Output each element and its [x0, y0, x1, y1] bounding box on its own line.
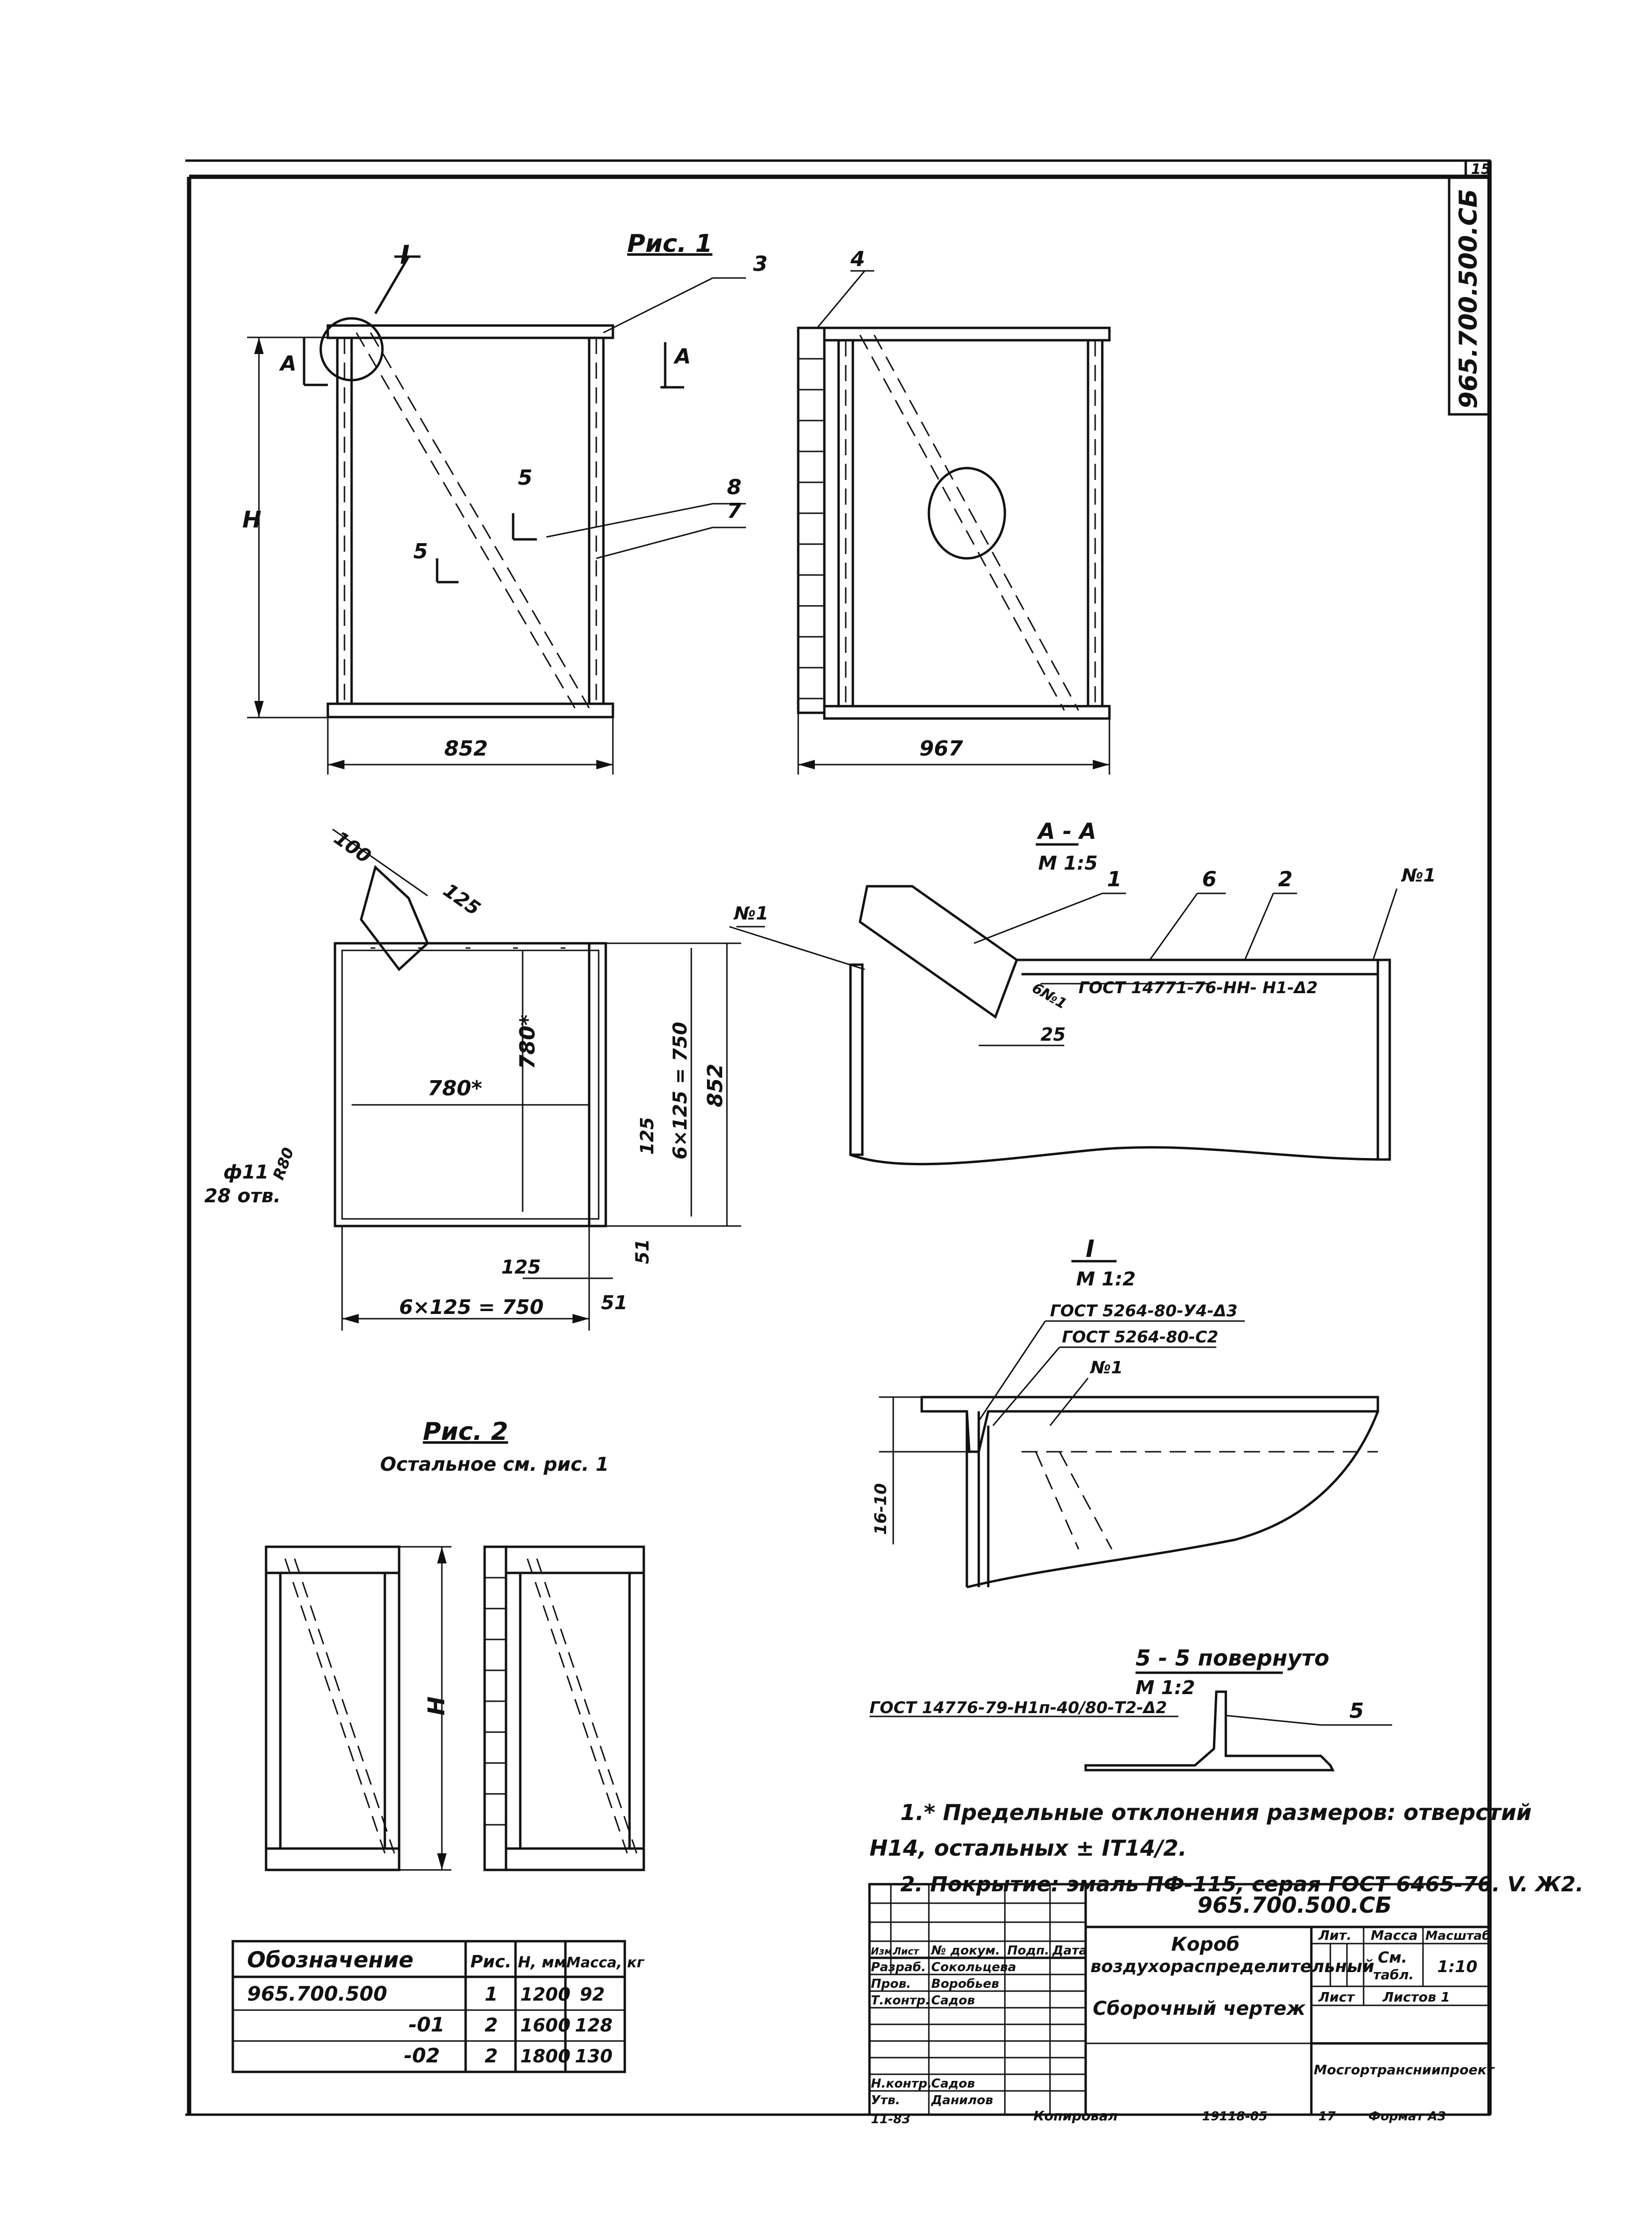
title-block-organization: Мосгортрансниипроект	[1314, 2062, 1495, 2078]
fig1-front-view	[247, 257, 746, 775]
section-5-label-a: 5	[518, 466, 533, 490]
plan-dim-100: 100	[330, 827, 375, 868]
plan-dim-51-bottom: 51	[601, 1292, 628, 1314]
title-block-name-3: Садов	[931, 1993, 975, 2008]
fig2-title: Рис. 2	[423, 1418, 508, 1446]
plan-dim-852: 852	[703, 1064, 727, 1107]
section-AA-scale: М 1:5	[1038, 853, 1098, 874]
fig1-dim-967: 967	[919, 737, 963, 761]
title-block-name-5: Данилов	[931, 2093, 993, 2108]
spec-row-3-fig: 2	[485, 2045, 498, 2067]
position-3: 3	[753, 252, 768, 276]
title-block-name-line-2: воздухораспределительный	[1090, 1957, 1375, 1976]
detail-I-gost-1: ГОСТ 5264-80-У4-Δ3	[1050, 1302, 1238, 1321]
section-AA-position-6: 6	[1202, 867, 1217, 891]
title-block-col-date: Дата	[1052, 1944, 1088, 1958]
position-4: 4	[850, 247, 865, 271]
position-7: 7	[727, 499, 742, 523]
title-block-name-4: Садов	[931, 2077, 975, 2091]
detail-I-gost-2: ГОСТ 5264-80-С2	[1062, 1328, 1219, 1347]
detail-I-title: I	[1086, 1235, 1095, 1263]
title-block-scale-label: Масштаб	[1425, 1929, 1491, 1943]
title-block-mass-value-1: См.	[1378, 1948, 1407, 1966]
spec-row-2-mass: 128	[575, 2015, 613, 2036]
title-block-date-small: 11-83	[871, 2112, 911, 2127]
spec-header-height: Н, мм	[518, 1953, 567, 1971]
section-AA-weld-no1-left: №1	[734, 903, 769, 924]
spec-header-mass: Масса, кг	[566, 1955, 644, 1971]
title-block-scale-value: 1:10	[1437, 1957, 1478, 1976]
section-A-left-label: А	[280, 352, 297, 376]
plan-holes-count: 28 отв.	[204, 1185, 281, 1207]
spec-row-3-mass: 130	[575, 2046, 613, 2067]
footer-copied: Копировал	[1033, 2108, 1118, 2124]
spec-row-2-fig: 2	[485, 2014, 498, 2036]
title-block-role-2: Пров.	[871, 1977, 911, 1991]
spec-header-designation: Обозначение	[247, 1947, 414, 1973]
fig2-views	[266, 1547, 644, 1870]
fig1-title: Рис. 1	[627, 230, 713, 258]
position-8: 8	[727, 475, 742, 499]
title-block-name-1: Сокольцева	[931, 1960, 1016, 1974]
detail-I-leader-label: I	[400, 240, 410, 270]
plan-dim-51-right: 51	[632, 1239, 653, 1264]
fig2-subtitle: Остальное см. рис. 1	[380, 1454, 609, 1476]
section-AA-position-1: 1	[1107, 867, 1122, 891]
section-55-view	[869, 1673, 1392, 1770]
section-AA-weld-6: 6№1	[1029, 979, 1070, 1013]
spec-header-fig: Рис.	[470, 1952, 512, 1972]
spec-row-1-mass: 92	[580, 1984, 605, 2005]
note-line-2: Н14, остальных ± IT14/2.	[869, 1835, 1187, 1861]
plan-dim-125-right: 125	[637, 1117, 658, 1155]
spec-row-3-designation: -02	[404, 2044, 440, 2067]
title-block-col-sign: Подп.	[1007, 1944, 1050, 1958]
section-55-gost: ГОСТ 14776-79-Н1п-40/80-Т2-Δ2	[869, 1698, 1167, 1717]
title-block-role-4: Н.контр.	[871, 2077, 932, 2091]
spec-row-1-height: 1200	[520, 1984, 571, 2005]
spec-row-1-fig: 1	[485, 1983, 498, 2005]
footer-order: 19118-05	[1202, 2109, 1268, 2124]
plan-dim-780-h: 780*	[428, 1076, 482, 1101]
note-line-3: 2. Покрытие: эмаль ПФ-115, серая ГОСТ 6465-76. V. Ж2.	[900, 1872, 1584, 1897]
plan-dim-125-top: 125	[439, 879, 485, 920]
detail-I-weld-no1: №1	[1090, 1358, 1123, 1378]
title-block-name-2: Воробьев	[931, 1977, 999, 1991]
title-block-role-5: Утв.	[871, 2093, 900, 2108]
title-block-mass-value-2: табл.	[1373, 1967, 1414, 1983]
footer-format: Формат А3	[1368, 2109, 1446, 2124]
fig2-dim-H: Н	[423, 1696, 450, 1715]
plan-dim-6x125-h: 6×125 = 750	[399, 1295, 544, 1319]
title-block-doc-type: Сборочный чертеж	[1093, 1998, 1306, 2020]
section-AA-title: А - А	[1038, 818, 1097, 844]
section-55-title: 5 - 5 повернуто	[1136, 1645, 1329, 1671]
spec-row-2-height: 1600	[520, 2015, 571, 2036]
section-AA-position-2: 2	[1278, 867, 1293, 891]
section-AA-dim-25: 25	[1041, 1024, 1066, 1045]
detail-I-scale: М 1:2	[1076, 1268, 1136, 1290]
title-block-col-list: Лист	[893, 1945, 919, 1957]
title-block-sheets-label: Листов 1	[1383, 1989, 1450, 2005]
section-AA-weld-no1-right: №1	[1402, 865, 1436, 886]
spec-row-2-designation: -01	[409, 2013, 445, 2036]
detail-I-dim: 16-10	[871, 1483, 890, 1535]
plan-holes-diameter: ф11	[223, 1161, 269, 1183]
plan-radius: R80	[269, 1145, 298, 1182]
title-block-lit-label: Лит.	[1318, 1927, 1352, 1943]
title-block-role-3: Т.контр.	[871, 1993, 930, 2008]
sheet-number: 15	[1471, 161, 1491, 178]
title-block-designation: 965.700.500.СБ	[1197, 1892, 1392, 1918]
note-line-1: 1.* Предельные отклонения размеров: отверстий	[900, 1800, 1532, 1825]
title-block-col-doc: № докум.	[931, 1944, 1000, 1958]
title-block-sheet-label: Лист	[1318, 1989, 1355, 2005]
sheet-designation-vertical: 965.700.500.СБ	[1454, 189, 1483, 409]
section-A-right-label: А	[675, 345, 691, 369]
fig1-side-view	[798, 271, 1109, 775]
plan-dim-780-v: 780*	[516, 1015, 540, 1069]
plan-dim-6x125-v: 6×125 = 750	[669, 1022, 691, 1159]
section-5-label-b: 5	[413, 539, 428, 564]
section-AA-gost: ГОСТ 14771-76-НН- Н1-Δ2	[1079, 978, 1318, 997]
plan-dim-125-bottom: 125	[501, 1256, 541, 1278]
fig1-dim-H: Н	[242, 507, 262, 533]
title-block-col-izm: Изм.	[871, 1945, 896, 1957]
section-55-scale: М 1:2	[1136, 1677, 1195, 1699]
title-block-name-line-1: Короб	[1171, 1934, 1240, 1955]
spec-row-3-height: 1800	[520, 2046, 571, 2067]
footer-page: 17	[1318, 2109, 1336, 2124]
title-block-role-1: Разраб.	[871, 1960, 926, 1974]
spec-row-1-designation: 965.700.500	[247, 1982, 387, 2005]
fig1-dim-852: 852	[444, 737, 488, 761]
section-55-position-5: 5	[1349, 1699, 1364, 1723]
title-block-mass-label: Масса	[1371, 1927, 1418, 1943]
